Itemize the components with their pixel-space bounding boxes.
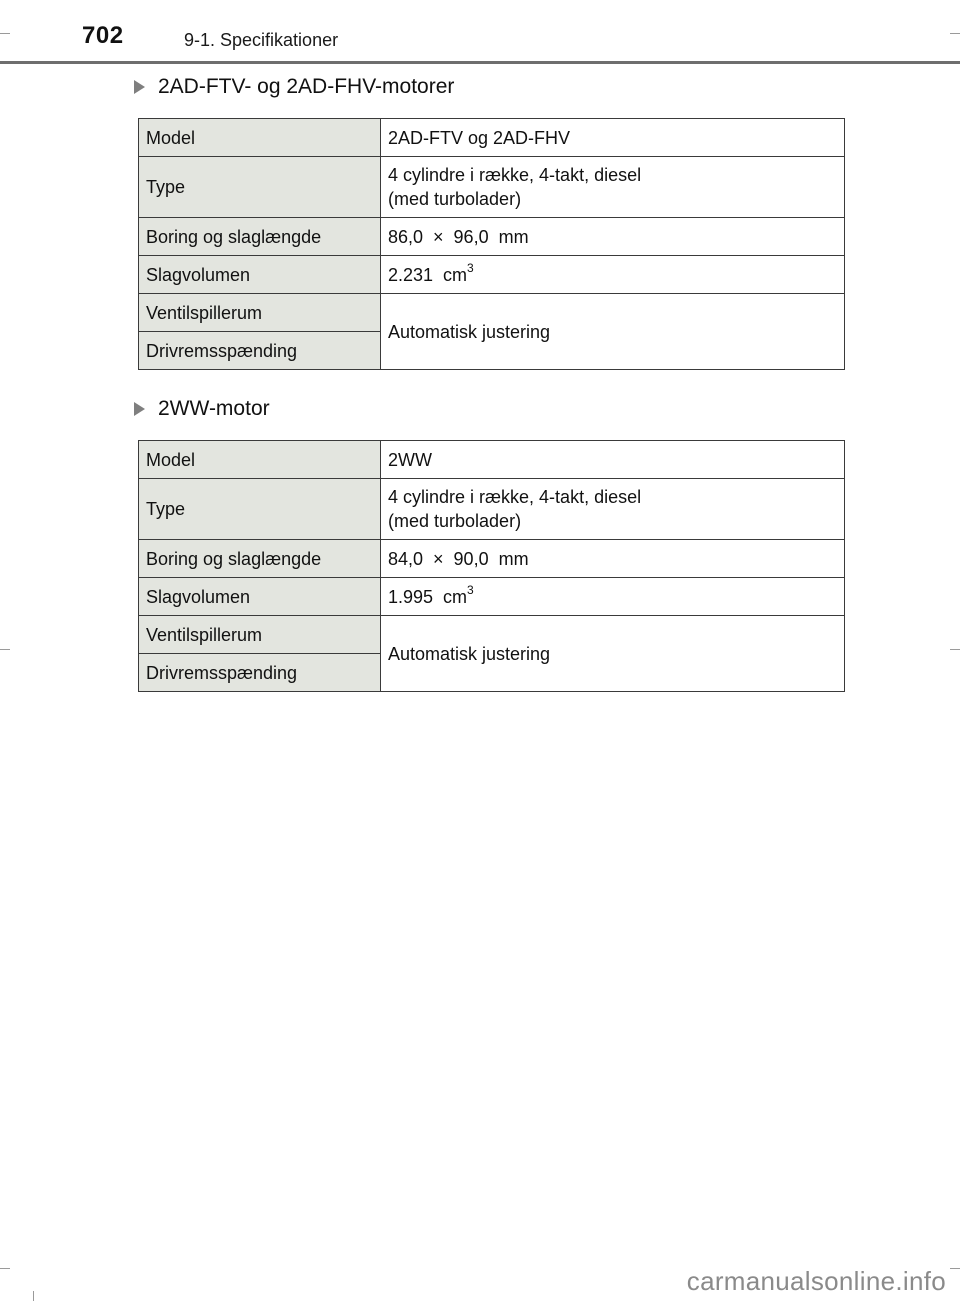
page-number: 702 — [82, 22, 124, 49]
watermark: carmanualsonline.info — [686, 1266, 946, 1296]
cell-model-value: 2AD-FTV og 2AD-FHV — [381, 119, 845, 157]
cell-model-label: Model — [139, 119, 381, 157]
type-value-line2: (med turbolader) — [388, 511, 522, 531]
cell-displacement-label: Slagvolumen — [139, 578, 381, 616]
triangle-bullet-icon — [134, 80, 145, 94]
cell-belt-label: Drivremsspænding — [139, 654, 381, 692]
table-row-valve — [139, 294, 845, 332]
cell-adjust-value: Automatisk justering — [381, 616, 845, 692]
table-row-bore — [139, 540, 845, 578]
cell-displacement-label: Slagvolumen — [139, 256, 381, 294]
displacement-number: 1.995 cm — [388, 586, 468, 607]
crop-mark-top-left — [0, 33, 10, 34]
table-row-model — [139, 119, 845, 157]
table-row-type — [139, 157, 845, 218]
cell-type-label: Type — [139, 157, 381, 218]
table-row-valve — [139, 616, 845, 654]
table-row-bore — [139, 218, 845, 256]
spec-table-2ad — [138, 118, 845, 370]
cell-type-value — [381, 479, 845, 540]
crop-mark-mid-right — [950, 649, 960, 650]
section-heading-text: 2AD-FTV- og 2AD-FHV-motorer — [158, 75, 455, 98]
cell-valve-label: Ventilspillerum — [139, 294, 381, 332]
chapter-title: 9-1. Specifikationer — [184, 30, 339, 50]
displacement-exponent: 3 — [467, 582, 474, 597]
type-value-line1: 4 cylindre i række, 4-takt, diesel — [388, 487, 642, 507]
cell-type-value — [381, 157, 845, 218]
displacement-exponent: 3 — [467, 260, 474, 275]
type-value-line1: 4 cylindre i række, 4-takt, diesel — [388, 165, 642, 185]
crop-mark-mid-left — [0, 649, 10, 650]
cell-bore-label: Boring og slaglængde — [139, 540, 381, 578]
crop-mark-bottom-tick-left — [33, 1291, 34, 1301]
spec-table-2ww — [138, 440, 845, 692]
section-heading-2ww — [134, 397, 270, 421]
cell-type-label: Type — [139, 479, 381, 540]
cell-displacement-value — [381, 578, 845, 616]
triangle-bullet-icon — [134, 402, 145, 416]
cell-bore-value: 86,0 × 96,0 mm — [381, 218, 845, 256]
cell-model-value: 2WW — [381, 441, 845, 479]
displacement-number: 2.231 cm — [388, 264, 468, 285]
table-row-model — [139, 441, 845, 479]
cell-belt-label: Drivremsspænding — [139, 332, 381, 370]
crop-mark-top-right — [950, 33, 960, 34]
cell-bore-value: 84,0 × 90,0 mm — [381, 540, 845, 578]
cell-displacement-value — [381, 256, 845, 294]
cell-valve-label: Ventilspillerum — [139, 616, 381, 654]
cell-adjust-value: Automatisk justering — [381, 294, 845, 370]
crop-mark-bottom-right — [950, 1268, 960, 1269]
table-row-displacement — [139, 256, 845, 294]
cell-bore-label: Boring og slaglængde — [139, 218, 381, 256]
type-value-line2: (med turbolader) — [388, 189, 522, 209]
header-rule — [0, 61, 960, 64]
table-row-displacement — [139, 578, 845, 616]
section-heading-2ad — [134, 75, 454, 99]
table-row-type — [139, 479, 845, 540]
crop-mark-bottom-left — [0, 1268, 10, 1269]
section-heading-text: 2WW-motor — [158, 397, 270, 420]
cell-model-label: Model — [139, 441, 381, 479]
